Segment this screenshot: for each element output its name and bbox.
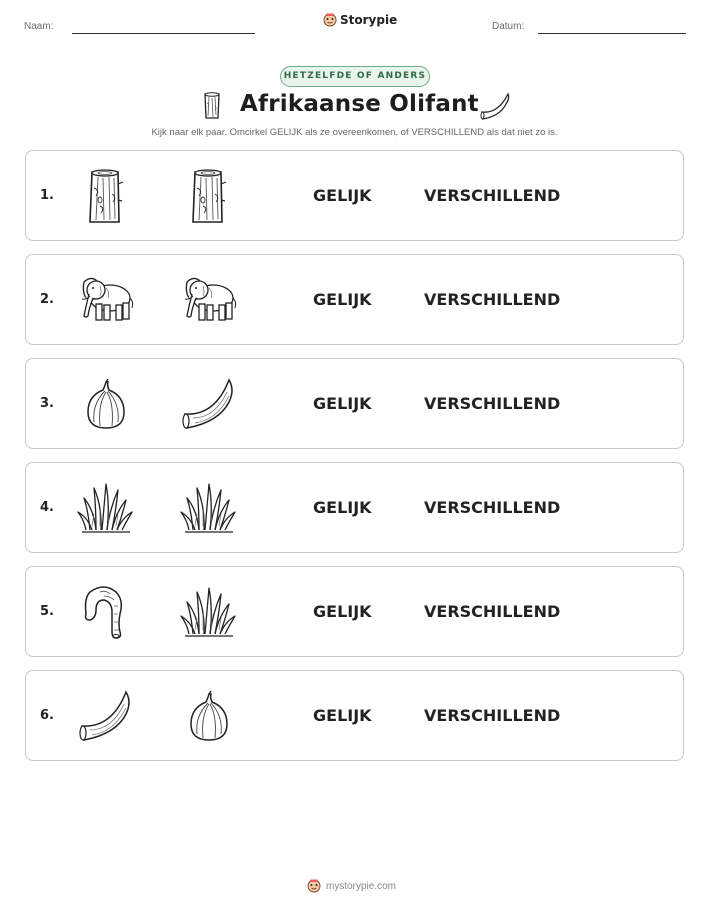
- option-different[interactable]: VERSCHILLEND: [424, 498, 561, 517]
- footer: [307, 879, 396, 893]
- question-number: 4.: [40, 500, 54, 515]
- activity-badge: HETZELFDE OF ANDERS: [280, 66, 430, 87]
- name-label: Naam:: [24, 21, 54, 32]
- tusk-icon: [76, 688, 136, 746]
- option-same[interactable]: GELIJK: [313, 706, 372, 725]
- instructions: Kijk naar elk paar. Omcirkel GELIJK als ze overeenkomen, of VERSCHILLEND als dat niet zo is.: [151, 127, 558, 138]
- tree-trunk-icon: [202, 92, 222, 120]
- option-different[interactable]: VERSCHILLEND: [424, 602, 561, 621]
- question-number: 3.: [40, 396, 54, 411]
- question-number: 1.: [40, 188, 54, 203]
- option-same[interactable]: GELIJK: [313, 394, 372, 413]
- option-same[interactable]: GELIJK: [313, 498, 372, 517]
- storypie-mascot-icon: [323, 13, 337, 27]
- option-different[interactable]: VERSCHILLEND: [424, 394, 561, 413]
- page-title: Afrikaanse Olifant: [240, 91, 479, 117]
- question-row: [25, 670, 684, 761]
- trunk-icon: [76, 584, 136, 642]
- option-different[interactable]: VERSCHILLEND: [424, 706, 561, 725]
- tusk-icon: [179, 376, 239, 434]
- elephant-icon: [76, 272, 136, 330]
- tree-trunk-icon: [179, 168, 239, 226]
- brand-logo: [323, 13, 397, 27]
- question-number: 2.: [40, 292, 54, 307]
- question-row: [25, 462, 684, 553]
- question-row: [25, 358, 684, 449]
- tree-trunk-icon: [76, 168, 136, 226]
- option-same[interactable]: GELIJK: [313, 290, 372, 309]
- question-number: 6.: [40, 708, 54, 723]
- elephant-icon: [179, 272, 239, 330]
- option-same[interactable]: GELIJK: [313, 186, 372, 205]
- grass-icon: [179, 480, 239, 538]
- footer-url[interactable]: mystorypie.com: [326, 880, 397, 892]
- question-number: 5.: [40, 604, 54, 619]
- option-different[interactable]: VERSCHILLEND: [424, 290, 561, 309]
- question-row: [25, 566, 684, 657]
- question-row: [25, 254, 684, 345]
- question-row: [25, 150, 684, 241]
- option-different[interactable]: VERSCHILLEND: [424, 186, 561, 205]
- fig-icon: [76, 376, 136, 434]
- fig-icon: [179, 688, 239, 746]
- grass-icon: [76, 480, 136, 538]
- grass-icon: [179, 584, 239, 642]
- tusk-icon: [480, 92, 512, 120]
- brand-name: Storypie: [340, 13, 398, 27]
- date-label: Datum:: [492, 21, 525, 32]
- name-line[interactable]: [72, 33, 255, 34]
- option-same[interactable]: GELIJK: [313, 602, 372, 621]
- storypie-mascot-icon: [307, 879, 321, 893]
- date-line[interactable]: [538, 33, 686, 34]
- title-row: [0, 90, 709, 124]
